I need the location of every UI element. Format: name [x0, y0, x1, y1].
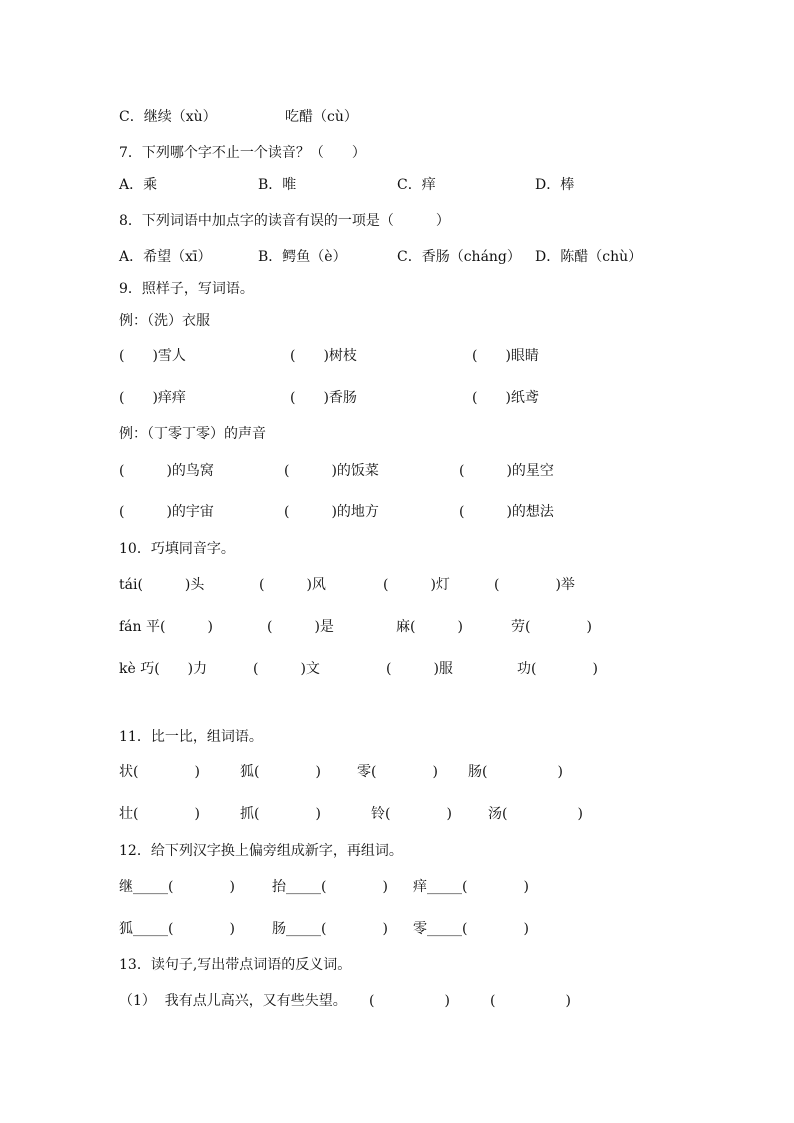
q12-row1-item1[interactable]: 继_____( ) — [119, 879, 235, 895]
q9-example2-line — [0, 423, 794, 445]
q10-row2 — [0, 616, 794, 638]
q9-row2-item3[interactable]: ( )纸鸢 — [472, 390, 539, 406]
q12-row2-item2[interactable]: 肠_____( ) — [272, 921, 388, 937]
q10-row3-item3[interactable]: ( )服 — [386, 661, 453, 677]
q10-row2-item3[interactable]: 麻( ) — [396, 619, 463, 635]
q9-example2: 例：（丁零丁零）的声音 — [119, 426, 266, 442]
q9-row4 — [0, 501, 794, 523]
q13-item1: （1） 我有点儿高兴，又有些失望。 — [119, 993, 347, 1009]
q9-stem-line — [0, 278, 794, 300]
q11-row1 — [0, 761, 794, 783]
q12-stem-line — [0, 840, 794, 862]
q7-option-d: D．棒 — [535, 177, 575, 193]
q11-row2-item4[interactable]: 汤( ) — [488, 806, 583, 822]
q10-row3-item1[interactable]: kè 巧( )力 — [119, 661, 208, 677]
q10-row2-item2[interactable]: ( )是 — [267, 619, 334, 635]
q11-row2-item2[interactable]: 抓( ) — [240, 806, 321, 822]
q12-stem: 12．给下列汉字换上偏旁组成新字，再组词。 — [119, 843, 403, 859]
q9-row2 — [0, 387, 794, 409]
q7-option-b: B．唯 — [258, 177, 297, 193]
q9-row1 — [0, 345, 794, 367]
q9-row2-item2[interactable]: ( )香肠 — [290, 390, 357, 406]
q10-row3-item2[interactable]: ( )文 — [253, 661, 320, 677]
q10-row1-item3[interactable]: ( )灯 — [383, 577, 450, 593]
q13-blank1[interactable]: ( ) — [369, 993, 450, 1009]
q9-row3-item3[interactable]: ( )的星空 — [459, 463, 554, 479]
q10-row1-item2[interactable]: ( )风 — [259, 577, 326, 593]
q9-row1-item2[interactable]: ( )树枝 — [290, 348, 357, 364]
q11-row1-item3[interactable]: 零( ) — [357, 764, 438, 780]
q10-row2-item4[interactable]: 劳( ) — [511, 619, 592, 635]
q10-row1-item4[interactable]: ( )举 — [494, 577, 575, 593]
q7-option-c: C．痒 — [397, 177, 436, 193]
q12-row2 — [0, 918, 794, 940]
q10-row3 — [0, 658, 794, 680]
q9-row4-item2[interactable]: ( )的地方 — [284, 504, 379, 520]
q8-option-d: D．陈醋（chù） — [535, 249, 643, 265]
q9-row1-item1[interactable]: ( )雪人 — [119, 348, 186, 364]
q10-stem: 10．巧填同音字。 — [119, 541, 235, 557]
q11-stem: 11．比一比，组词语。 — [119, 729, 263, 745]
q9-row3-item1[interactable]: ( )的鸟窝 — [119, 463, 214, 479]
q13-item1-line — [0, 990, 794, 1012]
q11-row1-item4[interactable]: 肠( ) — [468, 764, 563, 780]
q9-row4-item1[interactable]: ( )的宇宙 — [119, 504, 214, 520]
q12-row2-item3[interactable]: 零_____( ) — [413, 921, 529, 937]
q6-option-c: C．继续（xù） — [119, 109, 217, 125]
q10-row3-item4[interactable]: 功( ) — [517, 661, 598, 677]
q10-row1-item1[interactable]: tái( )头 — [119, 577, 205, 593]
q9-example1-line — [0, 310, 794, 332]
q6-option-c-word2: 吃醋（cù） — [285, 109, 358, 125]
q6-option-c-line — [0, 106, 794, 128]
q11-row1-item2[interactable]: 狐( ) — [240, 764, 321, 780]
q7-stem: 7．下列哪个字不止一个读音？（ ） — [119, 145, 366, 161]
q9-row4-item3[interactable]: ( )的想法 — [459, 504, 554, 520]
q9-example1: 例：（洗）衣服 — [119, 313, 210, 329]
q8-stem-line — [0, 210, 794, 232]
q7-options — [0, 174, 794, 196]
q8-option-a: A．希望（xī） — [119, 249, 212, 265]
q9-row2-item1[interactable]: ( )痒痒 — [119, 390, 186, 406]
q8-stem: 8．下列词语中加点字的读音有误的一项是（ ） — [119, 213, 450, 229]
q8-option-b: B．鳄鱼（è） — [258, 249, 347, 265]
q8-options — [0, 246, 794, 268]
q10-row1 — [0, 574, 794, 596]
q11-row2 — [0, 803, 794, 825]
q13-stem: 13．读句子,写出带点词语的反义词。 — [119, 957, 352, 973]
q10-row2-item1[interactable]: fán 平( ) — [119, 619, 213, 635]
q11-row2-item1[interactable]: 壮( ) — [119, 806, 200, 822]
q8-option-c: C．香肠（cháng） — [397, 249, 521, 265]
q12-row1-item3[interactable]: 痒_____( ) — [413, 879, 529, 895]
q9-stem: 9．照样子，写词语。 — [119, 281, 254, 297]
q13-stem-line — [0, 954, 794, 976]
q7-stem-line — [0, 142, 794, 164]
q11-row2-item3[interactable]: 铃( ) — [371, 806, 452, 822]
q9-row3-item2[interactable]: ( )的饭菜 — [284, 463, 379, 479]
q12-row1-item2[interactable]: 抬_____( ) — [272, 879, 388, 895]
q9-row3 — [0, 460, 794, 482]
q11-stem-line — [0, 726, 794, 748]
q12-row1 — [0, 876, 794, 898]
q13-blank2[interactable]: ( ) — [490, 993, 571, 1009]
q9-row1-item3[interactable]: ( )眼睛 — [472, 348, 539, 364]
q10-stem-line — [0, 538, 794, 560]
q12-row2-item1[interactable]: 狐_____( ) — [119, 921, 235, 937]
q11-row1-item1[interactable]: 状( ) — [119, 764, 200, 780]
q7-option-a: A．乘 — [119, 177, 158, 193]
